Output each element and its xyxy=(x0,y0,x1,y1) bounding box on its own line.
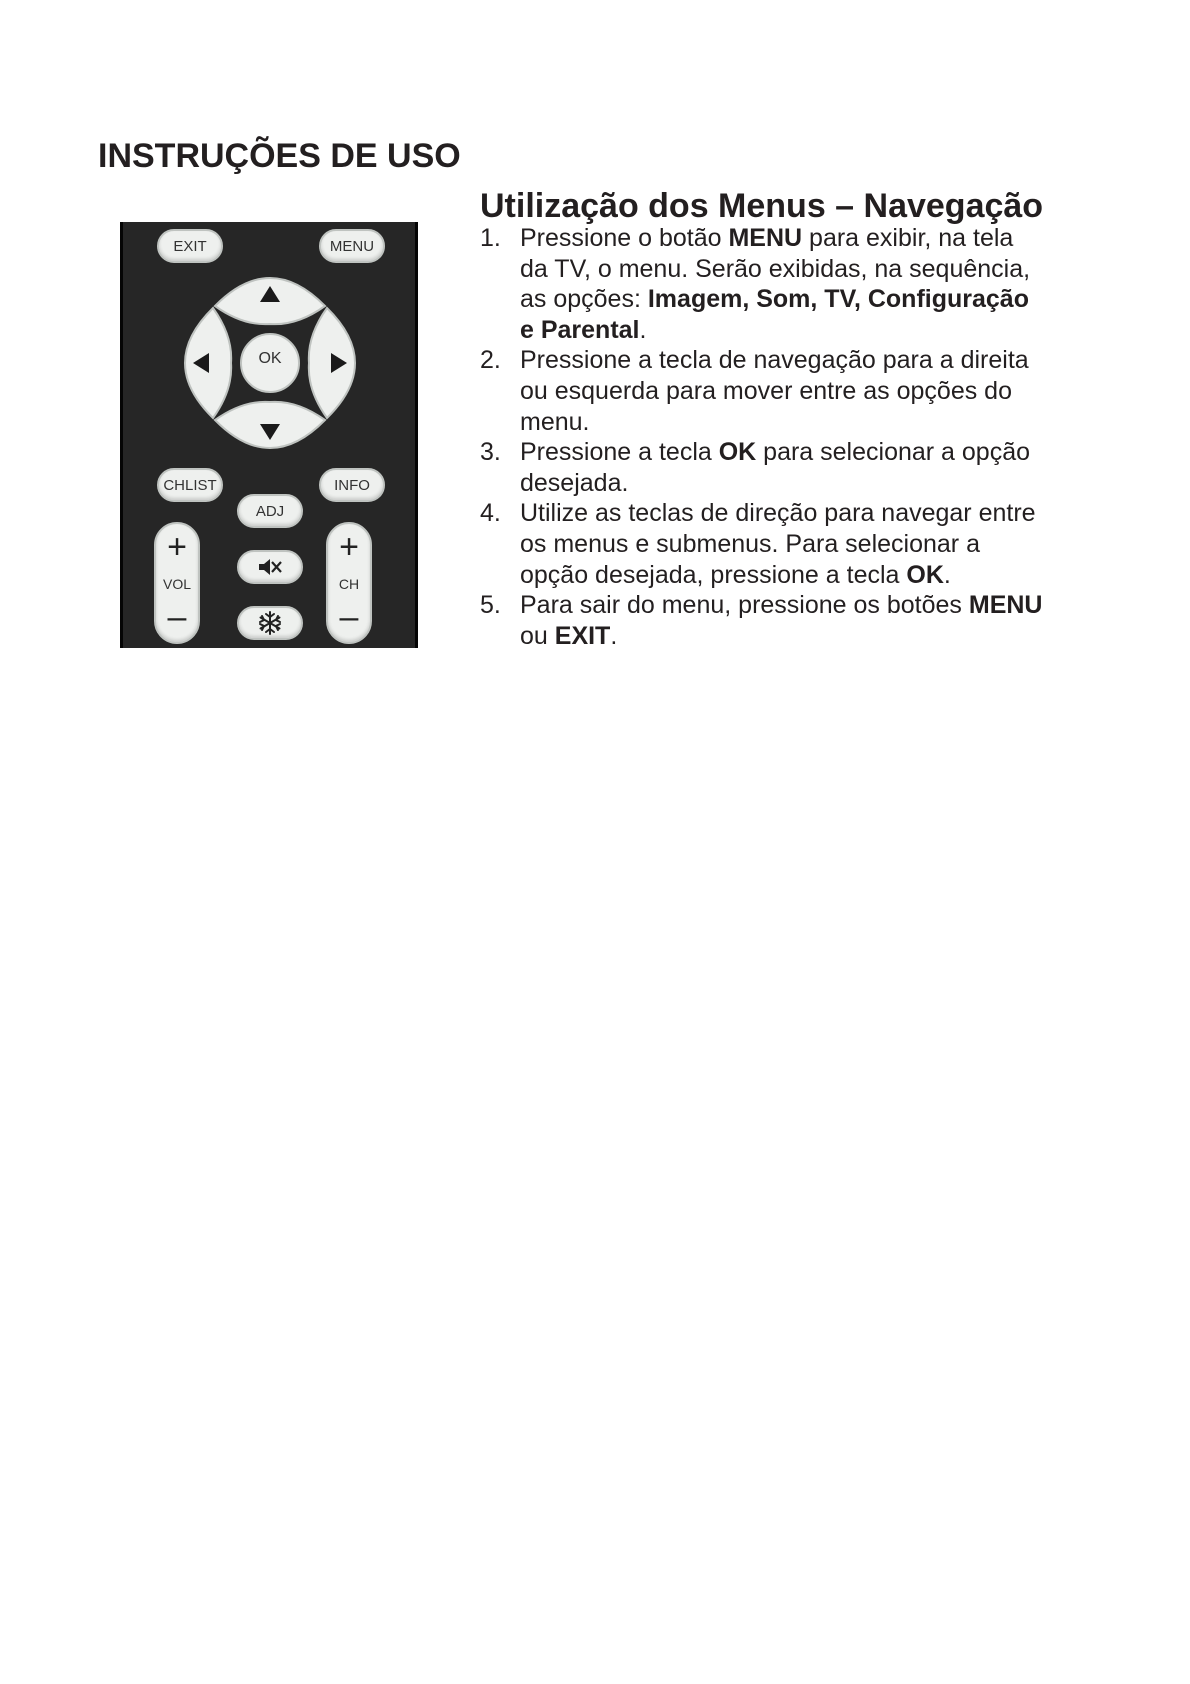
mute-icon xyxy=(257,556,283,578)
step-keyword: MENU xyxy=(968,591,1043,620)
channel-up-button[interactable]: + xyxy=(339,528,359,566)
info-button[interactable]: INFO xyxy=(319,468,385,502)
instruction-step-4 xyxy=(480,498,1080,590)
instruction-step-5 xyxy=(480,590,1080,651)
step-text: . xyxy=(639,315,647,344)
page-title: INSTRUÇÕES DE USO xyxy=(98,137,461,175)
ok-button[interactable] xyxy=(241,334,299,392)
vol-label: VOL xyxy=(162,576,191,592)
step-text: da TV, o menu. Serão exibidas, na sequência, xyxy=(520,254,1031,283)
menu-button[interactable]: MENU xyxy=(319,229,385,263)
freeze-button[interactable] xyxy=(237,606,303,640)
step-text: as opções: xyxy=(520,285,648,314)
instruction-step-1 xyxy=(480,223,1080,345)
remote-control-image xyxy=(120,222,418,648)
step-text: . xyxy=(943,560,951,589)
step-text: Pressione a tecla xyxy=(520,438,719,467)
step-text: Pressione a tecla de navegação para a direita xyxy=(520,346,1029,375)
instruction-step-2 xyxy=(480,345,1080,437)
ok-label: OK xyxy=(258,350,282,367)
channel-down-button[interactable]: – xyxy=(339,598,359,636)
instruction-list xyxy=(480,223,1080,651)
step-text: para exibir, na tela xyxy=(802,224,1014,252)
adj-button[interactable]: ADJ xyxy=(237,494,303,528)
step-text: desejada. xyxy=(520,468,629,497)
channel-rocker[interactable] xyxy=(326,522,372,644)
section-title: Utilização dos Menus – Navegação xyxy=(480,187,1044,225)
step-keyword: OK xyxy=(718,438,757,467)
freeze-snowflake-icon xyxy=(257,610,283,636)
volume-down-button[interactable]: – xyxy=(167,598,187,636)
step-text: menu. xyxy=(520,407,590,436)
step-number: 4. xyxy=(480,499,501,528)
navigation-pad xyxy=(175,268,365,458)
step-text: Pressione o botão xyxy=(520,224,729,252)
step-keyword: EXIT xyxy=(554,621,611,650)
step-text: ou esquerda para mover entre as opções do xyxy=(520,376,1012,405)
mute-button[interactable] xyxy=(237,550,303,584)
step-text: os menus e submenus. Para selecionar a xyxy=(520,529,980,558)
chlist-button[interactable]: CHLIST xyxy=(157,468,223,502)
step-keyword: MENU xyxy=(728,224,803,252)
step-keyword: e Parental xyxy=(520,315,640,344)
step-text: para selecionar a opção xyxy=(756,438,1031,467)
ch-label: CH xyxy=(338,576,360,592)
step-text: Utilize as teclas de direção para navegar entre xyxy=(520,499,1036,528)
exit-button[interactable]: EXIT xyxy=(157,229,223,263)
volume-rocker[interactable] xyxy=(154,522,200,644)
step-number: 1. xyxy=(480,224,501,252)
step-text: . xyxy=(610,621,618,650)
step-text: opção desejada, pressione a tecla xyxy=(520,560,907,589)
volume-up-button[interactable]: + xyxy=(167,528,187,566)
instruction-step-3 xyxy=(480,437,1080,498)
step-number: 3. xyxy=(480,438,501,467)
navigation-pad-graphic xyxy=(175,268,365,458)
step-keyword: OK xyxy=(906,560,944,589)
step-number: 2. xyxy=(480,346,501,375)
step-text: Para sair do menu, pressione os botões xyxy=(520,591,969,620)
step-keyword: Imagem, Som, TV, Configuração xyxy=(647,285,1029,314)
step-text: ou xyxy=(520,621,555,650)
step-number: 5. xyxy=(480,591,501,620)
